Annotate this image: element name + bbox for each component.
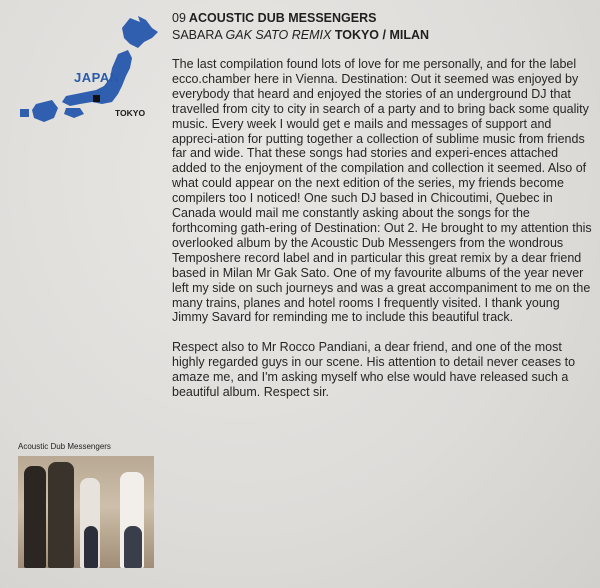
- tokyo-marker: [93, 95, 100, 102]
- liner-notes-body: [172, 57, 596, 415]
- band-member-figure: [124, 526, 142, 568]
- track-artist: ACOUSTIC DUB MESSENGERS: [188, 11, 377, 25]
- band-photo: [18, 456, 154, 568]
- map-city-label: TOKYO: [115, 108, 146, 118]
- paragraph: Respect also to Mr Rocco Pandiani, a dear friend, and one of the most highly regarded guys in our scene. His attention to detail never ceases to amaze me, and I'm asking myself who else would have released such a beautiful album. Respect sir.: [172, 340, 576, 400]
- track-number: 09: [172, 11, 186, 25]
- band-member-figure: [84, 526, 98, 568]
- track-title: SABARA: [172, 28, 223, 42]
- japan-map-shape: [20, 16, 158, 122]
- band-member-figure: [24, 466, 46, 568]
- track-subtitle-line: [172, 27, 592, 44]
- track-heading: [172, 10, 592, 44]
- map-country-label: JAPAN: [74, 70, 120, 85]
- band-member-figure: [48, 462, 74, 568]
- track-location: TOKYO / MILAN: [334, 28, 430, 42]
- photo-caption: Acoustic Dub Messengers: [18, 442, 111, 451]
- japan-map: [14, 14, 164, 124]
- paragraph: The last compilation found lots of love for me personally, and for the label ecco.chamber here in Vienna. Destination: Out it seemed was enjoyed by everybody that heard and enjoyed the stories of an underground DJ that travelled from city to city in search of a party and to bring back some quality music. Every week I would get e mails and messages of support and appreci-ation for putting together a collection of sublime music from friends far and wide. That these songs had stories and experi-ences attached added to the enjoyment of the compilation and collection it seemed. Also of what could appear on the next edition of the series, my friends become compilers too I noticed! One such DJ based in Chicoutimi, Quebec in Canada would mail me constantly asking about the songs for the forthcoming gath-ering of Destination: Out 2. He brought to my attention this overlooked album by the Acoustic Dub Messengers from the wondrous Temposhere record label and in particular this great remix by a dear friend based in Milan Mr Gak Sato. One of my favourite albums of the year never left my side on such journeys and was a great accompaniment to me on the many trains, planes and hotel rooms I frequently visited. I thank young Jimmy Savard for reminding me to include this beautiful track.: [172, 57, 592, 325]
- track-remix: GAK SATO REMIX: [225, 28, 332, 42]
- track-title-line: [172, 10, 592, 27]
